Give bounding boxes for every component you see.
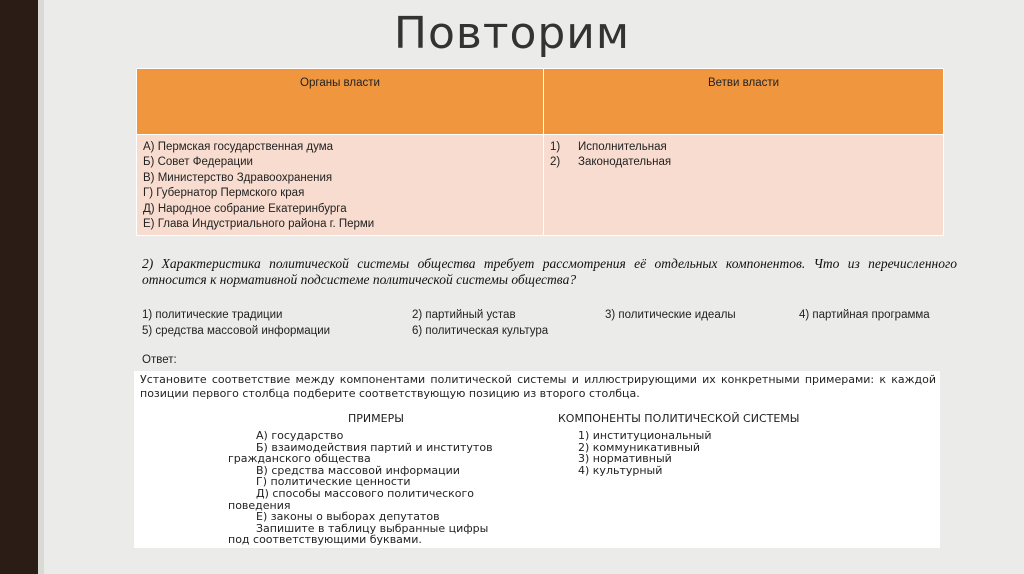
left-accent-bar — [0, 0, 38, 574]
option-item: 4) партийная программа — [799, 309, 930, 321]
left-accent-stripe — [38, 0, 44, 574]
components-list — [578, 430, 712, 476]
organ-item: Г) Губернатор Пермского края — [143, 187, 305, 200]
components-header: КОМПОНЕНТЫ ПОЛИТИЧЕСКОЙ СИСТЕМЫ — [558, 412, 800, 425]
question-text: 2) Характеристика политической системы общества требует рассмотрения её отдельных компонентов. Что из перечисленного относится к нормативной подсистеме политической системы общества? — [142, 256, 957, 287]
example-item: А) государство — [256, 429, 344, 442]
organ-item: Д) Народное собрание Екатеринбурга — [143, 202, 347, 215]
example-item-continuation: поведения — [228, 498, 291, 512]
example-item: Г) политические ценности — [256, 475, 411, 489]
example-item-continuation: гражданского общества — [228, 452, 371, 466]
examples-header: ПРИМЕРЫ — [348, 412, 404, 425]
option-item: 6) политическая культура — [412, 324, 549, 337]
answer-label: Ответ: — [142, 354, 177, 366]
component-item: 2) коммуникативный — [578, 440, 701, 454]
task-instruction: Установите соответствие между компонентами политической системы и иллюстрирующими их конкретными примерами: к каждой позиции первого столбца подберите соответствующую позицию из второго столбца. — [140, 373, 936, 400]
table-row — [137, 135, 944, 236]
component-item: 3) нормативный — [578, 452, 672, 466]
branch-number: 1) — [550, 141, 561, 153]
organ-item: В) Министерство Здравоохранения — [143, 171, 333, 184]
branches-cell — [544, 135, 944, 236]
example-item: В) средства массовой информации — [256, 463, 460, 477]
task-footer-line: Запишите в таблицу выбранные цифры — [256, 521, 489, 535]
organ-item: Е) Глава Индустриального района г. Перми — [143, 218, 375, 231]
organ-item: А) Пермская государственная дума — [143, 141, 334, 153]
organ-item: Б) Совет Федерации — [143, 156, 253, 169]
example-item: Е) законы о выборах депутатов — [256, 510, 440, 524]
component-item: 4) культурный — [578, 463, 663, 477]
header-branches: Ветви власти — [544, 69, 944, 135]
component-item: 1) институциональный — [578, 429, 712, 442]
example-item: Д) способы массового политического — [256, 486, 475, 500]
answer-options — [142, 308, 962, 339]
branch-label: Исполнительная — [578, 141, 667, 153]
slide-title: Повторим — [393, 8, 631, 59]
branch-number: 2) — [550, 156, 561, 169]
example-item: Б) взаимодействия партий и институтов — [256, 440, 493, 454]
option-item: 3) политические идеалы — [605, 309, 736, 321]
options-row — [142, 324, 962, 340]
table-header-row — [137, 69, 944, 135]
examples-list — [228, 430, 548, 546]
branch-item — [550, 155, 937, 170]
branch-label: Законодательная — [578, 156, 672, 169]
header-organs: Органы власти — [137, 69, 544, 135]
options-row — [142, 308, 962, 324]
task-footer-continuation: под соответствующими буквами. — [228, 533, 422, 547]
option-item: 5) средства массовой информации — [142, 324, 331, 337]
option-item: 2) партийный устав — [412, 309, 516, 321]
branch-item — [550, 140, 937, 155]
option-item: 1) политические традиции — [142, 309, 283, 321]
powers-table — [136, 68, 944, 236]
organs-cell — [137, 135, 544, 236]
matching-task-image — [134, 371, 940, 548]
